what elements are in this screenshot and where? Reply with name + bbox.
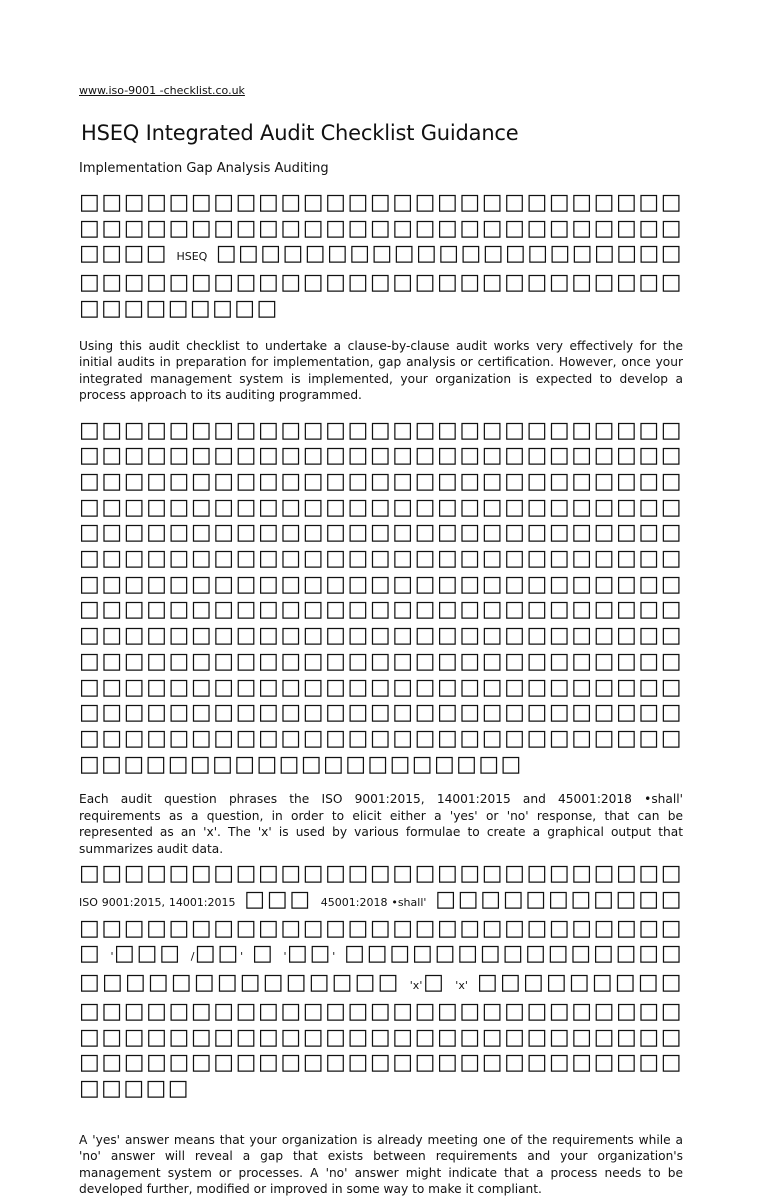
- paragraph-2: Each audit question phrases the ISO 9001:2015, 14001:2015 and 45001:2018 •shall' requirements as a question, in order to elicit either a 'yes' or 'no' response, that can be represented as an 'x'. The 'x' is used by various formulae to create a graphical output that summarizes audit data.: [79, 792, 683, 856]
- quote-mark: ': [283, 950, 287, 964]
- document-page: [79, 84, 683, 1198]
- hseq-acronym: HSEQ: [176, 250, 208, 264]
- slash-mark: /: [190, 950, 195, 964]
- quote-mark: ': [110, 950, 114, 964]
- thai-paragraph-1: [79, 190, 683, 322]
- standard-shall-reference: 45001:2018 •shall': [320, 896, 427, 910]
- document-subtitle: Implementation Gap Analysis Auditing: [79, 161, 329, 176]
- thai-paragraph-2: □□□□□□□□□□□□□□□□□□□□□□□□□□□□□□□□□□□□□□□□□□□□□□□□□□□□□□□□□□□□□□□□□□□□□□□□□□□□□□□□□□□□□□□□□□□□□□□□□□□□□□□□□□□□□□□□□□□□□□□□□□□□□□□□□□□□□□□□□□□□□□□□□□□□□□□□□□□□□□□□□□□□□□□□□□□□□□□□□□□□□□□□□□□□□□□□□□□□□□□□□□□□□□□□□□□□□□□□□□□□□□□□□□□□□□□□□□□□□□□□□□□□□□□□□□□□□□□□□□□□□□□□□□□□□□□□□□□□□□□□□□□□□□□□□□□□□□□□□□□□□□□□□□□□□□□□□□□□□□□□□□□□□□□□□□□□□□□□□□□□□□□□□□□□□□□□□□□□□□□□□□□□□□□□□□□: [79, 417, 683, 777]
- thai-paragraph-3: [79, 861, 683, 1101]
- thai-text: □: [251, 941, 275, 967]
- thai-text: □□□□□□□□□□□□□□□□□□□□□□□□□□□□□: [79, 941, 684, 996]
- thai-text: □□□□□□□□□□□□□□□□□□□□□□□□□□□□□□□□□□□□□□□□□□□□□□□□□□□□□□□□□□: [79, 190, 683, 267]
- thai-text: □□: [194, 941, 241, 967]
- thai-text: □: [422, 970, 447, 996]
- quote-mark: ': [332, 950, 336, 964]
- paragraph-3: A 'yes' answer means that your organization is already meeting one of the requirements while a 'no' answer will reveal a gap that exists between requirements and your organization's management system or processes. A 'no' answer might indicate that a process needs to be developed further, modified or improved in some way to make it compliant.: [79, 1132, 683, 1197]
- document-title: HSEQ Integrated Audit Checklist Guidance: [81, 121, 519, 145]
- paragraph-1: Using this audit checklist to undertake a clause-by-clause audit works very effectively for the initial audits in preparation for implementation, gap analysis or certification. However, once your integrated management system is implemented, your organization is expected to develop a process approach to its auditing programmed.: [79, 338, 683, 403]
- thai-text: □□□□□□□□□□□□□□□□□□□□□□□□□□□□□□□□□□□□□□□□□□□□□□□□□□□□□□□□□□□□□□□□□□□□□□□□□□□□□□□□□□□□□□□□□□□□□□□: [79, 970, 683, 1101]
- thai-text: □□: [286, 941, 333, 967]
- thai-text: □□□: [244, 887, 312, 913]
- thai-text: □□□□□□□□□□□□□□□□□□□□□□□□□□□: [79, 861, 683, 887]
- x-mark: 'x': [455, 979, 468, 993]
- quote-mark: ': [240, 950, 244, 964]
- website-link[interactable]: www.iso-9001 -checklist.co.uk: [79, 84, 245, 97]
- thai-text: □□□: [113, 941, 182, 967]
- thai-text: □□□□□□□□□□□□□□□□□□□□□□□□□□□□□□□□□□□□□□□: [79, 887, 683, 967]
- x-mark: 'x': [409, 979, 423, 993]
- thai-text: □□□□□□□□□□□□□□□□□□□□□□□□□□□□□□□□□□□□□□□□□□□□□□□□□□□□□□□□□: [79, 241, 683, 321]
- standards-reference: ISO 9001:2015, 14001:2015: [79, 896, 236, 910]
